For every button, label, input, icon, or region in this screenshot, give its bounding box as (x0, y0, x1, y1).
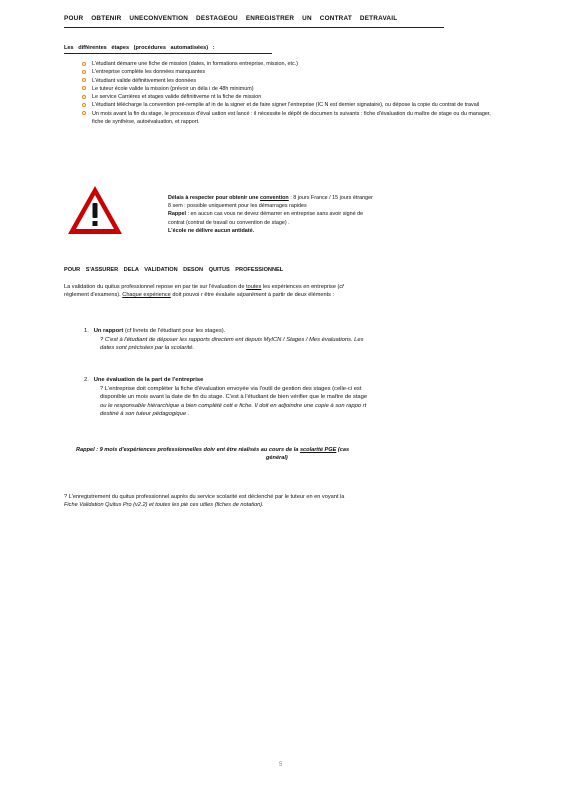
warning-line-2: 8 sem : possible uniquement pour les démarrages rapides (168, 203, 307, 210)
steps-title-underline (64, 53, 272, 54)
list-item: L'étudiant télécharge la convention pré-remplie af in de la signer et de faire signer l'entreprise (IC N est dernier signataire), ou dépose la copie du contrat de travail (82, 101, 502, 109)
bullet-icon (82, 78, 86, 82)
warning-line-4: contrat (contrat de travail ou convention de stage) . (168, 219, 290, 226)
list-item: L'étudiant démarre une fiche de mission (dates, in formations entreprise, mission, etc.) (82, 60, 502, 68)
final-paragraph (64, 493, 344, 509)
warning-line-5: L'école ne délivre aucun antidaté. (168, 227, 255, 234)
list-item: Le tuteur école valide la mission (prévoir un déla i de 48h minimum) (82, 85, 502, 93)
numbered-item-evaluation (84, 376, 367, 419)
list-item: Un mois avant la fin du stage, le processus d'éval uation est lancé : il nécessite le dépôt de documen ts suivants : fiche d'évaluation du maître de stage ou du manager, fiche de synthèse, autoévaluation, et rapport. (82, 110, 502, 127)
list-item: Le service Carrières et stages valide définitiveme nt la fiche de mission (82, 93, 502, 101)
bullet-icon (82, 70, 86, 74)
reminder-line-1: Rappel : 9 mois d'expériences professionnelles doiv ent être réalisés au cours de la scolarité PGE (cas (76, 447, 350, 453)
warning-triangle-icon (66, 184, 124, 236)
item-title: Une évaluation de la part de l'entreprise (93, 377, 204, 383)
bullet-icon (82, 111, 86, 115)
item-line: ? L'entreprise doit compléter la fiche d'évaluation envoyée via l'outil de gestion des stages (celle-ci est (100, 385, 362, 392)
numbered-item-rapport: 1. Un rapport (cf livrets de l'étudiant pour les stages). ? C'est à l'étudiant de déposer les rapports directem ent depuis MyICN / Stages / Mes évaluations. Les dates sont précisées par la scolarité. (84, 328, 364, 352)
quitus-intro-line-2: règlement d'examens). Chaque expérience doit pouvoi r être évaluée séparément à partir de deux éléments : (64, 292, 335, 298)
warning-text (168, 194, 373, 235)
reminder-line-2: général) (266, 455, 288, 461)
page-number: 5 (279, 762, 283, 768)
steps-list (82, 60, 502, 126)
bullet-icon (82, 95, 86, 99)
section-heading-convention: POUR OBTENIR UNECONVENTION DESTAGEOU ENREGISTRER UN CONTRAT DETRAVAIL (64, 15, 398, 22)
steps-title: Les différentes étapes (procédures automatisées) : (64, 45, 215, 51)
item-line: ? C'est à l'étudiant de déposer les rapports directem ent depuis MyICN / Stages / Mes évaluations. Les (100, 336, 364, 343)
bullet-icon (82, 103, 86, 107)
item-title: Un rapport (93, 328, 124, 334)
bullet-icon (82, 62, 86, 66)
warning-line-1: Délais à respecter pour obtenir une convention : 8 jours France / 15 jours étranger (168, 195, 373, 201)
bullet-icon (82, 86, 86, 90)
quitus-intro (64, 283, 344, 299)
final-line-2: Fiche Validation Quitus Pro (v2.2) et toutes les piè ces utiles (fiches de notation). (64, 502, 264, 508)
item-line: destiné à son tuteur pédagogique . (100, 411, 190, 418)
final-line-1: ? L'enregistrement du quitus professionnel auprès du service scolarité est déclenché par le tuteur en en voyant la (64, 494, 345, 500)
item-number: 1. (84, 328, 89, 334)
item-line: ou le responsable hiérarchique a bien complété cett e fiche. Il doit en adjoindre une copie à son rappo rt (100, 402, 367, 409)
quitus-intro-line-1: La validation du quitus professionnel repose en par tie sur l'évaluation de toutes les expériences en entreprise (cf (64, 284, 344, 290)
list-item: L'entreprise complète les données manquantes (82, 68, 502, 76)
reminder-note (76, 446, 349, 462)
item-line: dates sont précisées par la scolarité. (100, 345, 195, 352)
heading-rule (64, 27, 444, 28)
section-heading-quitus: POUR S'ASSURER DELA VALIDATION DESON QUITUS PROFESSIONNEL (64, 267, 284, 273)
item-line: disponible un mois avant la date de fin du stage. C'est à l'étudiant de bien vérifier que le maître de stage (100, 394, 368, 401)
item-number: 2. (84, 377, 89, 383)
list-item: L'étudiant valide définitivement les données (82, 77, 502, 85)
warning-line-3: Rappel : en aucun cas vous ne devez démarrer en entreprise sans avoir signé de (168, 211, 364, 218)
